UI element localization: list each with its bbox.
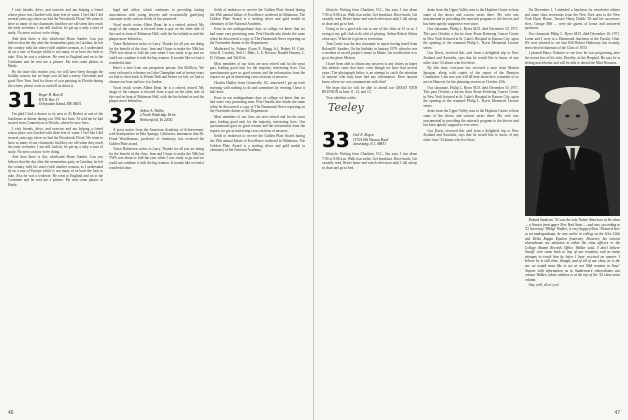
- paragraph: And then there is this whirlwind Horm Sander. Can you believe that the day after the tremendous party in Carolina, he left the country with his sister (with another woman, as I understand it) on a tour of Europe which is not many of us have the luck to take. Also he was a widower. He went to England and on to the Continent and he sent me a picture. Pat sent some photos to Hardy.: [8, 155, 103, 187]
- paragraph: fields of endeavor to receive the Golden Plate Award during the 29th annual Salute of Excellence weekend in Oklahoma. The Golden Plate Award is a sterling silver and gold medal in chemistry of the National Academy.: [210, 134, 305, 153]
- right-columns: [322, 8, 620, 404]
- right-column-1: [322, 8, 417, 404]
- right-column-3: [525, 8, 620, 404]
- signature-block: [322, 102, 417, 128]
- paragraph: Even in our undergraduate days at college we knew that we had some very promising men. Pete Onsalla also thinks the same when he discovered a copy of The Dartmouth News reporting on the November dinner of the Department.: [210, 27, 305, 46]
- paragraph: A press notice from the American Academy of Achievement, with headquarters in Palo Springs, California, announces that Dr. Frank Woodbourne, professor of chemistry, has received the Golden Plate award.: [109, 127, 204, 146]
- paragraph: Even in our undergraduate days at college we knew that we had some very promising men. Pete Onsalla also thinks the same when he discovered a copy of The Dartmouth News reporting on the November dinner of the Department.: [210, 95, 305, 114]
- page-number: 47: [614, 410, 620, 416]
- paragraph: Gus Davis, received this card from a delightful trip to New Zealand and Australia, says that he would like to know of any other class '33 alums who live there.: [423, 128, 519, 143]
- paragraph: Our classmate, Philip L. Byers M.D. died December 10, 1971. This past October, a doctor from Sloan Kettering Cancer Center in New York lectured at St. Luke's Hospital in Kansas City, upon the opening of the renamed Philip L. Byers Memorial Lecture series.: [423, 27, 519, 50]
- secretary-name: Roger H. Burrill: [38, 93, 63, 98]
- left-column-3: [210, 8, 305, 404]
- portrait-image: [525, 66, 620, 216]
- paragraph: fields of endeavor to receive the Golden Plate Award during the 29th annual Salute of Excellence weekend in Oklahoma. The Golden Plate Award is a sterling silver and gold medal in chemistry of the National Academy.: [210, 8, 305, 26]
- paragraph: Gus Davis, received this card from a delightful trip to New Zealand and Australia, says that he would like to know of any other class '33 alums who live there.: [423, 51, 519, 65]
- paragraph: We hope that he will be able to attend our GREAT 50TH REUNION in June 11, 12, and 13,: [322, 85, 418, 95]
- secretary-address-2: Ocheyedan Island, ME 04011: [38, 101, 82, 106]
- class-header-32: [109, 103, 204, 128]
- paragraph: Vance Robertson writes to Larry. Thanks for all you are doing for the benefit of the class. Jean and I hope to make the 50th but TWA was about to fold the year when I was ready to go and we could not combine it with the big reunion. It sounds like we had a wonderful time.: [109, 42, 204, 65]
- paragraph: lifestyle. Writing from Charlotte, N.C., Jim says: I rise about 7:30 or 8:00 a.m. Walk four miles. Get breakfast. Have lunch. Get casually read, Retire home and watch television until I fall asleep in chair and go to bed.: [322, 8, 418, 26]
- photo-caption: Roland Sandeem '32 was the only Native American in his class — a Seneca from upper New York State — and was, according to '32 Secretary 'Wildgr' Walker, 'a very happy fellow.' Pictured here as an undergraduate, he was active in college as the Glee Club and Delta Kappa Epsilon fraternity. However, his current whereabouts are unknown to either the class officers or the College Alumni Records Office. Walker said, 'I don't believe 'Sandy' ever came back to any of our reunions, and as many attempts to reach him by letter I have received no answer. I believe he is still alive, though, and of all of our class, he is the one we would most like to see at our 50th reunion in June.' Anyone with information as to Sanderson's whereabouts can contact Walker, whose address is at the top of the '32 class notes column.: [524, 218, 620, 282]
- paragraph: Vocal result: writes Albert Dean, he is a retired, retired. My usage of the campus is favored from a spot on the other side of the road in front of Robinson Hall, with the Ins behind us and the plaque more behind us.: [109, 22, 204, 41]
- paragraph: I'm glad I had a chance to sit next to Al Becher at one of the luncheons at dinner during our 50th last June. Al told me he had moved from Connecticut to Florida, where he now lives.: [8, 112, 103, 126]
- paragraph: Moderated by Adams (Lynn E. Bragg Jr.), Robert H. Cole, John B. Crosbey, Neil C. Babe, L. E. Bosson, Ronald Denney, L. D. Gilman, and Ted Fish.: [210, 46, 305, 60]
- paragraph: Our classmate, Philip L. Byers M.D. died December 10, 1971. This past October, a doctor from Sloan Kettering Cancer Center in New York lectured at St. Luke's Hospital in Kansas City, upon the opening of the renamed Philip L. Byers Memorial Lecture series.: [423, 85, 519, 108]
- paragraph: Most members of our class are now retired and for the most part, leading good and, for the majority, interesting lives. Our questionnaire gave us good returns and the information from the reports we got in interesting cross sections of answers.: [210, 61, 305, 80]
- paragraph: Charles Hadley from Greenville, SC, answered I get up each morning with nothing to do and sometimes by evening I have it half done.: [210, 80, 305, 95]
- paragraph: Here's a note from our peripatetic person, Jim McElroy. We went on board a schooner on Lake Champlain and at twenty years we had to drive back to Winter Park and before we left, we had to cleanse our boat and tow it to harbor.: [109, 66, 204, 84]
- class-secretary-info: [39, 91, 82, 106]
- class-number: 32: [109, 103, 137, 128]
- paragraph: And then there is this whirlwind Horm Sander. Can you believe that the day after the tremendous party in Carolina, he left the country with his sister (with another woman, as I understand it) on a tour of Europe which is not many of us have the luck to take. Also he was a widower. He went to England and on to the Continent and he sent me a picture. Pat sent some photos to Hardy.: [8, 36, 103, 69]
- secretary-address-1: 1175A Old Nassau Road: [352, 137, 389, 142]
- secretary-address-2: Jamesburg, N.J. 08831: [352, 142, 386, 147]
- paragraph: By this time, everyone has received a note from Marion Sprague, along with copies of the report of the Reunion Committee. I am sure you will all hear about how a number of us met at Hanover for the planning session on October 25th.: [423, 66, 519, 84]
- paragraph: I phoned Harry Osborne to see how he was progressing after the recent loss of his wife, Dorothy, in the Hospital. He says he is feeling much better and will be able to attend the Mini-Reunion.: [524, 51, 620, 65]
- class-number: 33: [322, 128, 350, 153]
- right-column-2: [423, 8, 518, 404]
- paragraph: By the time this reaches you, we will have been through the holiday season, but we hope you all had a merry Christmas and good New Year. And for those of you partying in Florida during the winter, please write us and tell us about it.: [8, 69, 103, 88]
- secretary-address-2: Wethersfield, Va 22041: [139, 117, 173, 122]
- paragraph: Most members of our class are now retired and for the most part, leading good and, for the majority, interesting lives. Our questionnaire gave us good returns and the information from the reports we got in interesting cross sections of answers.: [210, 115, 305, 133]
- portrait-photo: [525, 66, 620, 216]
- paragraph: Vocal result: writes Albert Dean, he is a retired, retired. My usage of the campus is favored from a spot on the other side of the road in front of Robinson Hall, with the Ins behind us and the plaque more behind us.: [109, 85, 204, 104]
- paragraph: dents from the Upper Valley area to the Hopkins Center to hear some of the shows and concert series there. My wife was instrumental in providing the outreach program to the drivers and has been quietly supportive ever since.: [423, 8, 519, 26]
- paragraph: lifestyle. Writing from Charlotte, N.C., Jim says: I rise about 7:30 or 8:00 a.m. Walk four miles. Get breakfast. Have lunch. Get casually read, Retire home and watch television until I fall asleep in chair and go to bed.: [322, 152, 418, 171]
- class-secretary-info: [140, 107, 176, 122]
- paragraph: Tom Curtis was the last classmate to report having heard from Roland R. Sanders. On his birthday in January 1979, when he was a resident of an old people's home in Maine, his recollection is to go to the place Marion.: [322, 42, 418, 60]
- class-header-31: [8, 88, 103, 113]
- page-number: 46: [8, 410, 14, 416]
- left-columns: [8, 8, 305, 404]
- right-page: [314, 0, 628, 420]
- paragraph: I visit friends, drive, and exercise and am helping a friend whose place was flooded with three feet of water. I feel like I did several years ago when we had the Woodstock Flood. We seem to have so many of our classmates find they are old when they reach the early seventies. I am still foolish, for get up a salty a start of study. No news on how we're doing.: [8, 8, 103, 35]
- paragraph: Stay well, all of you!: [528, 283, 559, 288]
- paragraph: Our classmate Philip L. Byers M.D. died December 10, 1971. Lorna and I were at a Dartmouth luncheon at the Faculty Club. We were pleased to see that Bill Robert Hathaway has recently been elected chairman of the Class of 1933.: [524, 31, 620, 50]
- paragraph: legal and office, which continues to providing lasting associations with young lawyers and occasionally gratifying outcomes in the various fields of law practiced.: [109, 8, 204, 22]
- paragraph: Going to be a good ride out to one of the clubs at 15 or so. I swing to my golf club to do a bit of playing. Arthur Robert Atkins often says: When he is given to recreation.: [322, 27, 418, 41]
- secretary-address-1: R.F.D. Box 13: [38, 97, 60, 102]
- paragraph: I have been able to obtain any answers to any letters in hopes this address came that time, even though we have had several years. The photograph below is an attempt to catch the attention of anyone who may have had any information. Does anyone know where we can communicate with him?: [322, 61, 418, 84]
- class-header-33: [322, 128, 417, 153]
- paragraph: dents from the Upper Valley area to the Hopkins Center to hear some of the shows and concert series there. My wife was instrumental in providing the outreach program to the drivers and has been quietly supportive ever since.: [423, 109, 519, 128]
- paragraph: I visit friends, drive, and exercise and am helping a friend whose place was flooded with three feet of water. I feel like I did several years ago when we had the Woodstock Flood. We seem to have so many of our classmates find they are old when they reach the early seventies. I am still foolish, for get up a salty a start of study. No news on how we're doing.: [8, 126, 103, 154]
- handwritten-signature: Teeley: [328, 101, 364, 115]
- paragraph: On December 1, I attended a luncheon for newsletter editors and some class secretaries from the New York area to the New York Hyatt House. Trustee Harry Dodds '28 and his successor-elect, George Bell ... were the guests of honor and answered questions.: [524, 8, 620, 31]
- class-secretary-info: [353, 131, 388, 146]
- left-column-2: [109, 8, 204, 404]
- secretary-address-1: 2 North Windridge Drive: [139, 113, 176, 118]
- left-column-1: [8, 8, 103, 404]
- secretary-name: Arthur A. Wallin: [139, 108, 164, 113]
- paragraph: Your obedient scribe,: [326, 95, 357, 100]
- paragraph: Vance Robertson writes to Larry. Thanks for all you are doing for the benefit of the class. Jean and I hope to make the 50th but TWA was about to fold the year when I was ready to go and we could not combine it with the big reunion. It sounds like we had a wonderful time.: [109, 147, 204, 170]
- class-number: 31: [8, 88, 36, 113]
- secretary-name: Carl E. Rogen: [352, 133, 374, 138]
